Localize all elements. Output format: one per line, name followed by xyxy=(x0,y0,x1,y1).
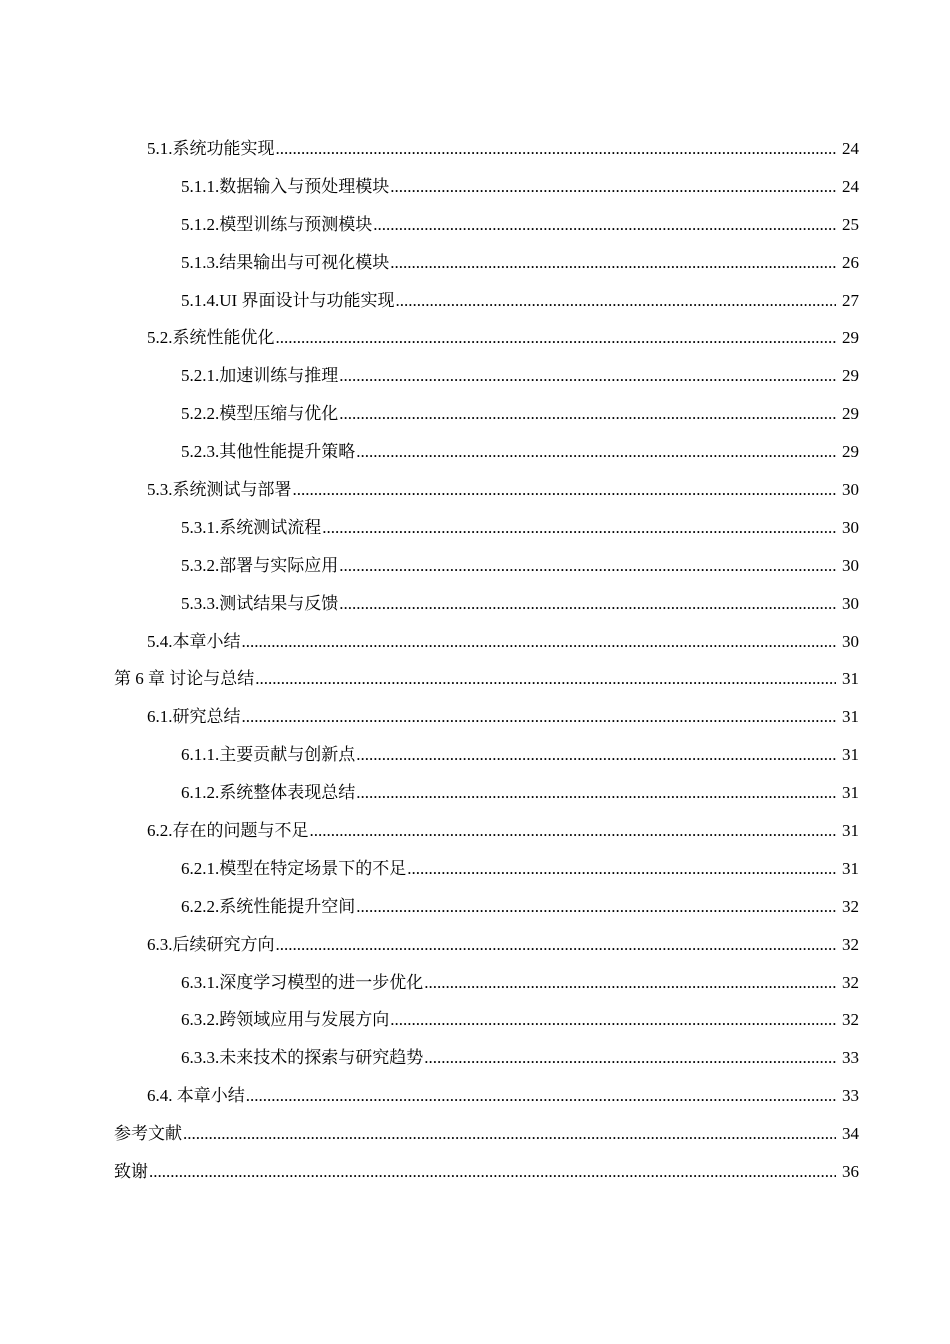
toc-dot-leader xyxy=(373,206,836,244)
toc-entry[interactable] xyxy=(0,736,950,774)
toc-entry-title: 6.2.1.模型在特定场景下的不足 xyxy=(181,858,407,878)
toc-dot-leader xyxy=(407,850,836,888)
toc-page-number: 34 xyxy=(842,1124,859,1144)
toc-dot-leader xyxy=(255,660,836,698)
toc-entry[interactable] xyxy=(0,282,950,320)
toc-dot-leader xyxy=(276,130,837,168)
toc-dot-leader xyxy=(356,736,836,774)
toc-dot-leader xyxy=(356,888,836,926)
toc-page-number: 24 xyxy=(842,139,859,158)
toc-entry-title: 6.4. 本章小结 xyxy=(147,1086,245,1106)
toc-entry[interactable] xyxy=(0,357,950,395)
toc-dot-leader xyxy=(339,585,836,623)
toc-entry-title: 5.3.2.部署与实际应用 xyxy=(181,555,339,575)
toc-entry-title: 6.1.研究总结 xyxy=(147,707,241,727)
toc-entry[interactable] xyxy=(0,660,950,698)
toc-dot-leader xyxy=(395,282,836,320)
toc-entry-title: 6.2.2.系统性能提升空间 xyxy=(181,896,356,916)
toc-entry-title: 第 6 章 讨论与总结 xyxy=(114,669,255,689)
toc-dot-leader xyxy=(424,964,836,1002)
toc-entry-title: 6.2.存在的问题与不足 xyxy=(147,821,309,841)
toc-dot-leader xyxy=(356,433,836,471)
table-of-contents xyxy=(0,130,950,1191)
toc-page-number: 33 xyxy=(842,1048,859,1068)
toc-entry[interactable] xyxy=(0,471,950,509)
toc-entry-title: 6.3.1.深度学习模型的进一步优化 xyxy=(181,972,424,992)
toc-page-number: 29 xyxy=(842,328,859,348)
toc-dot-leader xyxy=(339,395,836,433)
toc-page-number: 36 xyxy=(842,1162,859,1182)
toc-dot-leader xyxy=(246,1077,836,1115)
toc-page-number: 24 xyxy=(842,176,859,196)
toc-dot-leader xyxy=(276,926,837,964)
toc-entry[interactable] xyxy=(0,244,950,282)
toc-dot-leader xyxy=(149,1153,836,1191)
toc-page-number: 29 xyxy=(842,404,859,424)
toc-entry-title: 6.3.3.未来技术的探索与研究趋势 xyxy=(181,1048,424,1068)
toc-entry[interactable] xyxy=(0,585,950,623)
toc-entry[interactable] xyxy=(0,1039,950,1077)
toc-entry-title: 5.3.1.系统测试流程 xyxy=(181,517,322,537)
toc-entry-title: 6.1.1.主要贡献与创新点 xyxy=(181,745,356,765)
toc-entry[interactable] xyxy=(0,1115,950,1153)
toc-page-number: 30 xyxy=(842,517,859,537)
toc-page-number: 32 xyxy=(842,972,859,992)
toc-dot-leader xyxy=(276,319,837,357)
toc-entry-title: 5.2.3.其他性能提升策略 xyxy=(181,442,356,462)
toc-page-number: 27 xyxy=(842,290,859,310)
toc-entry[interactable] xyxy=(0,888,950,926)
toc-page-number: 31 xyxy=(842,745,859,765)
toc-entry-title: 5.3.系统测试与部署 xyxy=(147,480,292,500)
toc-page-number: 29 xyxy=(842,366,859,386)
toc-page-number: 31 xyxy=(842,821,859,841)
toc-entry-title: 致谢 xyxy=(114,1162,148,1182)
toc-entry[interactable] xyxy=(0,168,950,206)
toc-page-number: 31 xyxy=(842,858,859,878)
toc-page-number: 32 xyxy=(842,1010,859,1030)
toc-dot-leader xyxy=(424,1039,836,1077)
toc-dot-leader xyxy=(339,357,836,395)
toc-page-number: 26 xyxy=(842,252,859,272)
toc-page-number: 25 xyxy=(842,214,859,234)
toc-entry[interactable] xyxy=(0,698,950,736)
toc-dot-leader xyxy=(242,698,837,736)
toc-page-number: 30 xyxy=(842,555,859,575)
toc-entry[interactable] xyxy=(0,774,950,812)
toc-entry[interactable] xyxy=(0,509,950,547)
toc-dot-leader xyxy=(339,547,836,585)
toc-entry[interactable] xyxy=(0,926,950,964)
toc-dot-leader xyxy=(310,812,837,850)
toc-entry-title: 5.1.2.模型训练与预测模块 xyxy=(181,214,373,234)
toc-entry-title: 5.2.系统性能优化 xyxy=(147,328,275,348)
toc-entry-title: 5.1.1.数据输入与预处理模块 xyxy=(181,176,390,196)
toc-entry-title: 5.2.2.模型压缩与优化 xyxy=(181,404,339,424)
toc-page-number: 30 xyxy=(842,480,859,500)
toc-page-number: 29 xyxy=(842,442,859,462)
toc-entry[interactable] xyxy=(0,850,950,888)
toc-entry-title: 6.3.后续研究方向 xyxy=(147,934,275,954)
toc-entry[interactable] xyxy=(0,964,950,1002)
toc-dot-leader xyxy=(293,471,837,509)
toc-entry[interactable] xyxy=(0,433,950,471)
toc-entry[interactable] xyxy=(0,319,950,357)
toc-entry[interactable] xyxy=(0,1153,950,1191)
toc-page-number: 30 xyxy=(842,593,859,613)
toc-page-number: 33 xyxy=(842,1086,859,1106)
toc-dot-leader xyxy=(356,774,836,812)
toc-entry[interactable] xyxy=(0,206,950,244)
toc-entry-title: 5.4.本章小结 xyxy=(147,631,241,651)
toc-dot-leader xyxy=(242,623,837,661)
toc-page-number: 31 xyxy=(842,783,859,803)
toc-entry-title: 参考文献 xyxy=(114,1124,182,1144)
toc-page-number: 31 xyxy=(842,707,859,727)
toc-entry[interactable] xyxy=(0,623,950,661)
toc-entry[interactable] xyxy=(0,130,950,168)
toc-page-number: 32 xyxy=(842,896,859,916)
toc-entry-title: 5.1.3.结果输出与可视化模块 xyxy=(181,252,390,272)
toc-page-number: 32 xyxy=(842,934,859,954)
toc-entry[interactable] xyxy=(0,547,950,585)
toc-entry-title: 5.1.4.UI 界面设计与功能实现 xyxy=(181,290,395,310)
toc-dot-leader xyxy=(390,244,836,282)
toc-entry[interactable] xyxy=(0,1001,950,1039)
toc-page-number: 31 xyxy=(842,669,859,689)
toc-entry-title: 6.1.2.系统整体表现总结 xyxy=(181,783,356,803)
toc-entry[interactable] xyxy=(0,812,950,850)
toc-entry-title: 5.1.系统功能实现 xyxy=(147,139,275,158)
toc-page-number: 30 xyxy=(842,631,859,651)
toc-dot-leader xyxy=(183,1115,836,1153)
toc-entry-title: 5.3.3.测试结果与反馈 xyxy=(181,593,339,613)
toc-dot-leader xyxy=(322,509,836,547)
toc-entry-title: 6.3.2.跨领域应用与发展方向 xyxy=(181,1010,390,1030)
toc-dot-leader xyxy=(390,168,836,206)
toc-entry-title: 5.2.1.加速训练与推理 xyxy=(181,366,339,386)
toc-dot-leader xyxy=(390,1001,836,1039)
toc-entry[interactable] xyxy=(0,1077,950,1115)
toc-entry[interactable] xyxy=(0,395,950,433)
